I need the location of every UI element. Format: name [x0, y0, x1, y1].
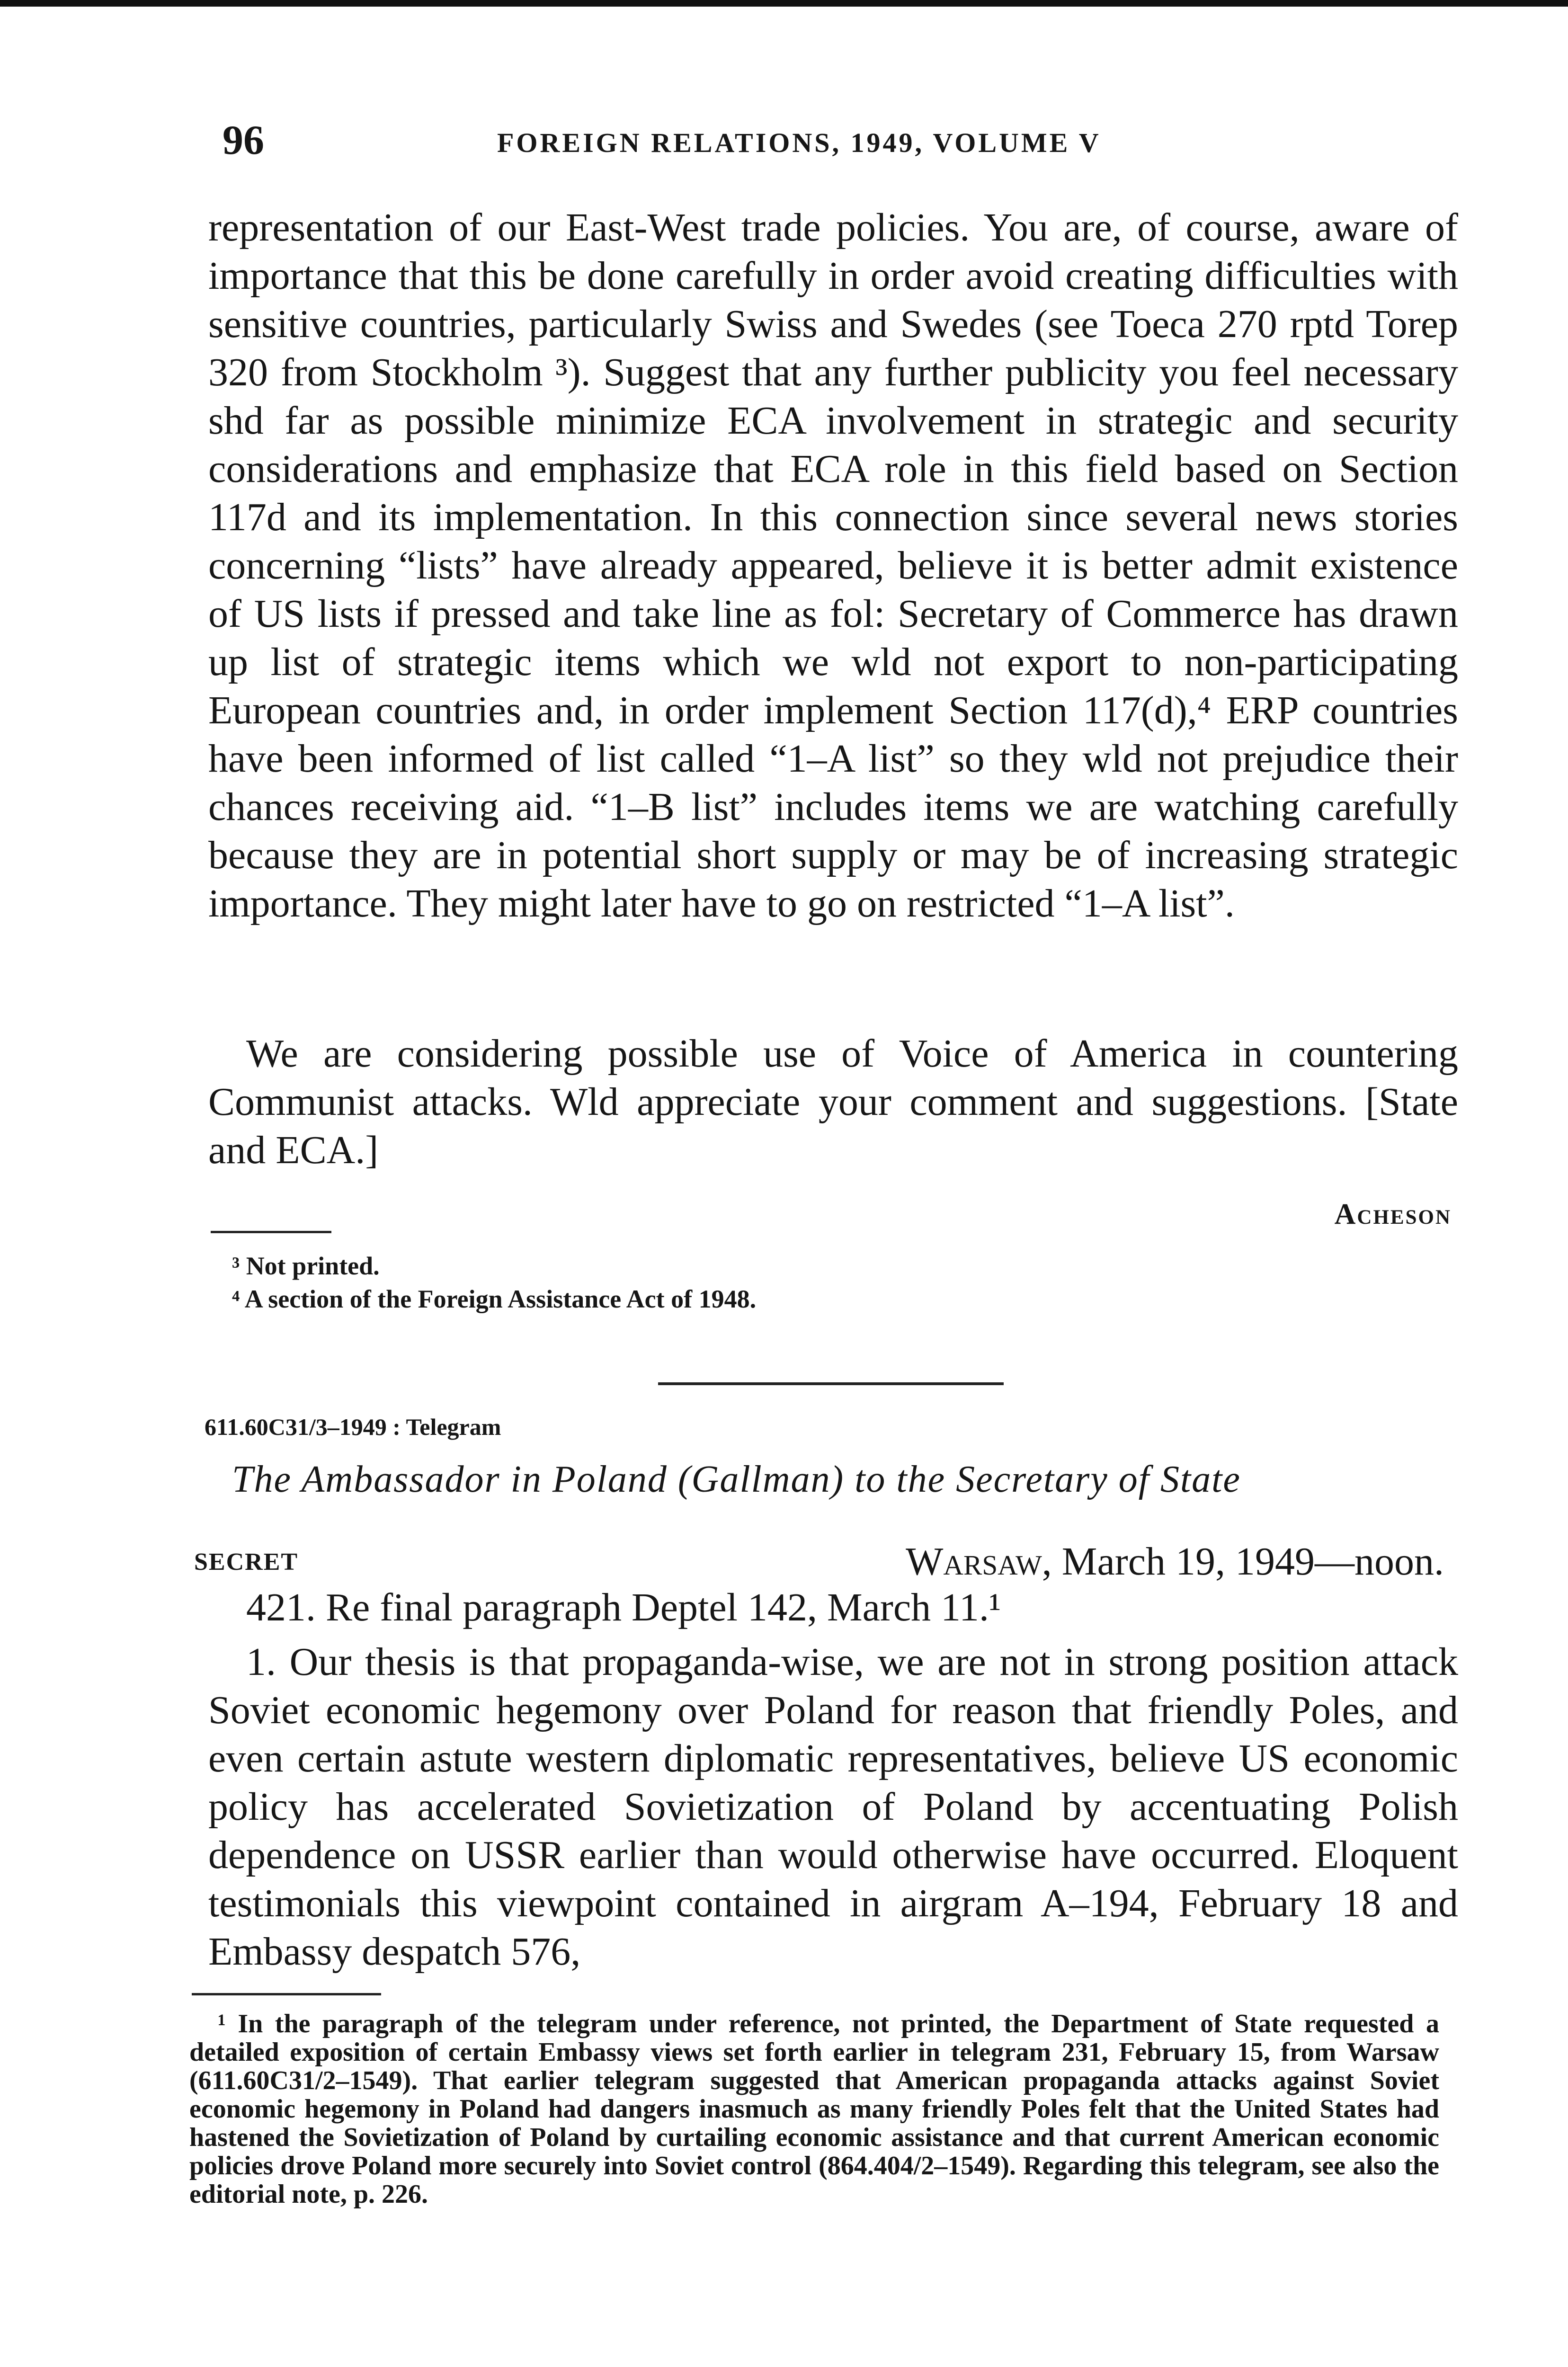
footnote-4: ⁴ A section of the Foreign Assistance Act of 1948. — [232, 1285, 757, 1313]
body-paragraph-2: We are considering possible use of Voice of America in countering Communist attacks. Wld appreciate your comment and suggestions. [State and ECA.] — [208, 1032, 1458, 1172]
document-title: The Ambassador in Poland (Gallman) to the Secretary of State — [232, 1459, 1241, 1500]
footnote-3: ³ Not printed. — [232, 1252, 380, 1280]
body-paragraph-1: representation of our East-West trade policies. You are, of course, aware of importance that this be done carefully in order avoid creating difficulties with sensitive countries, particularly Swiss and Swedes (see Toeca 270 rptd Torep 320 from Stockholm ³). Suggest that any further publicity you feel necessary shd far as possible minimize ECA involvement in strategic and security considerations and emphasize that ECA role in this field based on Section 117d and its implementation. In this connection since several news stories concerning “lists” have already appeared, believe it is better admit existence of US lists if pressed and take line as fol: Secretary of Commerce has drawn up list of strategic items which we wld not export to non-participating European countries and, in order implement Section 117(d),⁴ ERP countries have been informed of list called “1–A list” so they wld not prejudice their chances receiving aid. “1–B list” includes items we are watching carefully because they are in potential short supply or may be of increasing strategic importance. They might later have to go on restricted “1–A list”. — [208, 205, 1458, 925]
section-separator — [658, 1382, 1004, 1385]
document-id: 611.60C31/3–1949 : Telegram — [205, 1414, 501, 1440]
telegram-paragraph-2: 1. Our thesis is that propaganda-wise, we are not in strong position attack Soviet economic hegemony over Poland for reason that friendly Poles, and even certain astute western diplomatic representatives, believe US economic policy has accelerated Sovietization of Poland by accentuating Polish dependence on USSR earlier than would otherwise have occurred. Eloquent testimonials this viewpoint contained in airgram A–194, February 18 and Embassy despatch 576, — [208, 1640, 1458, 1974]
footnote-1: ¹ In the paragraph of the telegram under reference, not printed, the Department of State requested a detailed exposition of certain Embassy views set forth earlier in telegram 231, February 15, from Warsaw (611.60C31/2–1549). That earlier telegram suggested that American propaganda attacks against Soviet economic hegemony in Poland had dangers inasmuch as many friendly Poles felt that the United States had hastened the Sovietization of Poland by curtailing economic assistance and that current American economic policies drove Poland more securely into Soviet control (864.404/2–1549). Regarding this telegram, see also the editorial note, p. 226. — [189, 2009, 1439, 2209]
footnote-rule — [211, 1231, 331, 1233]
footnote-rule-bottom — [192, 1993, 381, 1995]
page-header — [223, 116, 1458, 169]
telegram-paragraph-1: 421. Re final paragraph Deptel 142, March 11.¹ — [246, 1585, 1001, 1629]
scan-top-edge — [0, 0, 1568, 7]
signature: Acheson — [1334, 1198, 1452, 1230]
date: , March 19, 1949—noon. — [1042, 1539, 1444, 1584]
place-date — [906, 1539, 1444, 1584]
classification-label: SECRET — [194, 1548, 299, 1575]
place: Warsaw — [906, 1539, 1042, 1584]
running-head: FOREIGN RELATIONS, 1949, VOLUME V — [497, 127, 1101, 158]
page-number: 96 — [223, 117, 264, 163]
